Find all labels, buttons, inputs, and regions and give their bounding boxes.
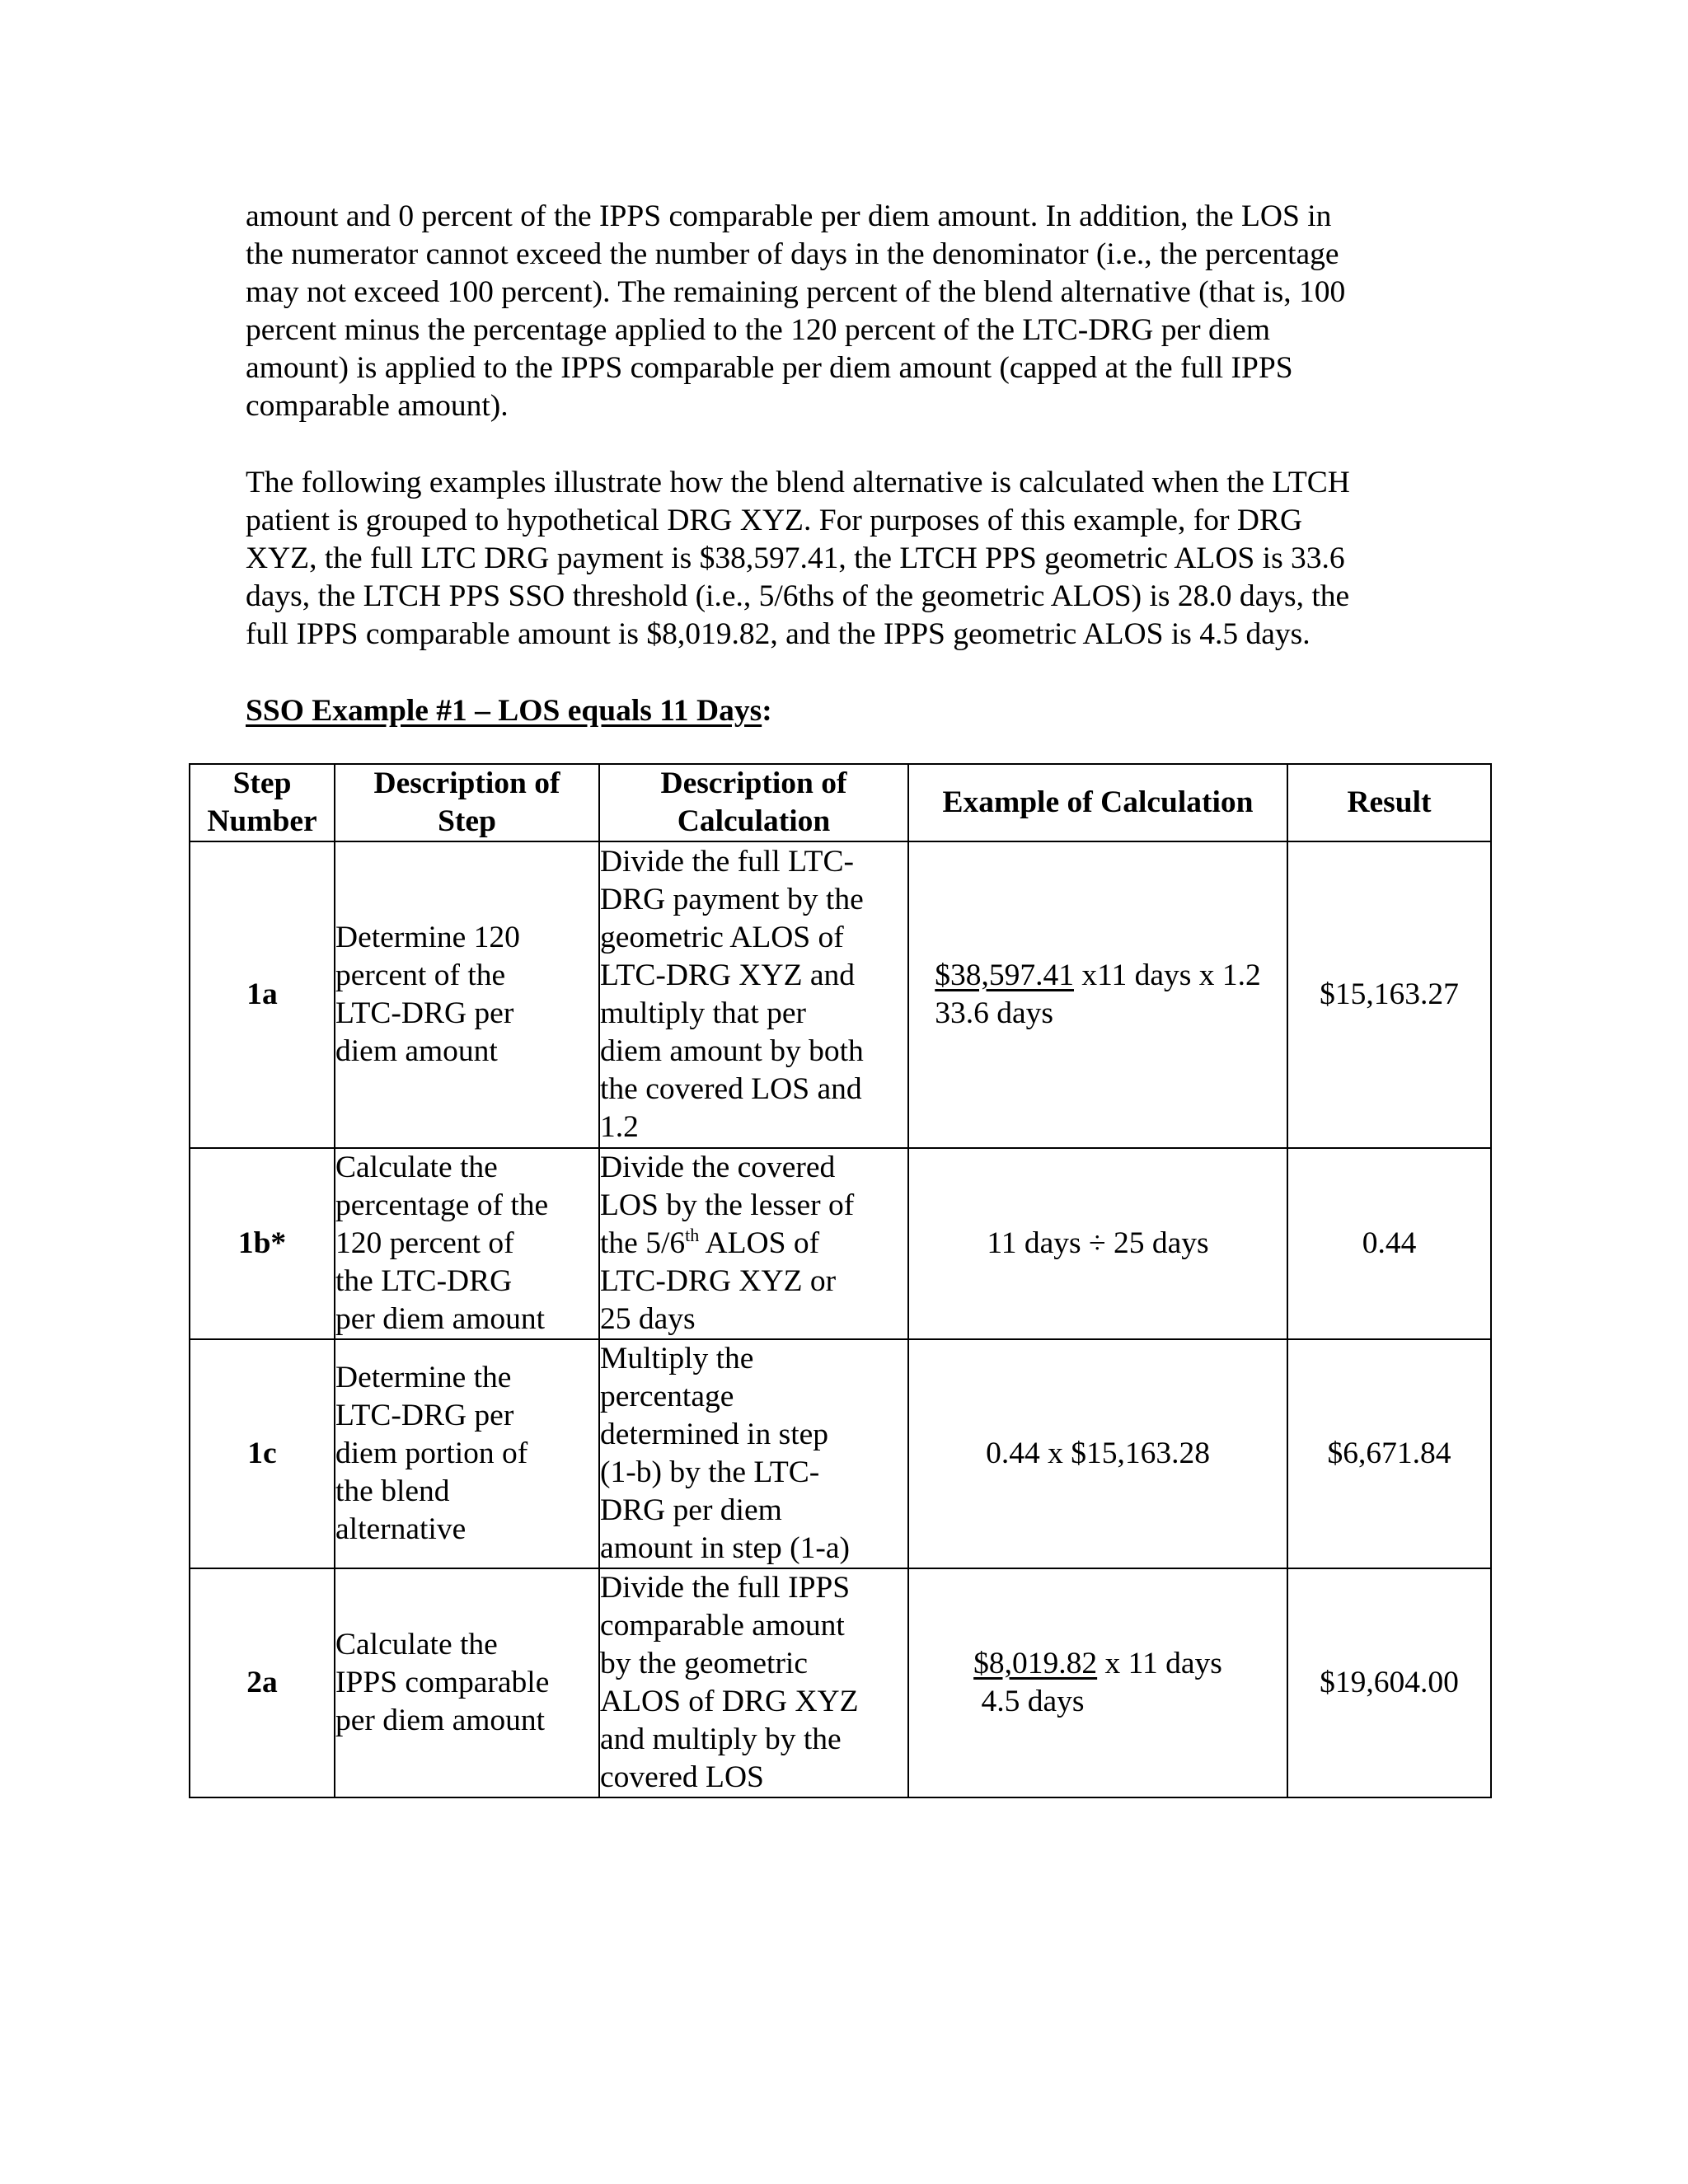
step-description: Calculate the percentage of the 120 percent of the LTC-DRG per diem amount bbox=[335, 1148, 599, 1339]
formula bbox=[935, 957, 1260, 1033]
calculation-result: $19,604.00 bbox=[1287, 1568, 1491, 1797]
calculation-result: $6,671.84 bbox=[1287, 1339, 1491, 1568]
section-heading-text: SSO Example #1 – LOS equals 11 Days bbox=[246, 694, 762, 728]
table-row bbox=[190, 1148, 1491, 1339]
table-row bbox=[190, 1339, 1491, 1568]
calculation-example: 0.44 x $15,163.28 bbox=[908, 1339, 1287, 1568]
formula bbox=[973, 1645, 1222, 1721]
step-description: Determine 120 percent of the LTC-DRG per diem amount bbox=[335, 841, 599, 1148]
section-heading bbox=[246, 692, 772, 730]
text-line: The following examples illustrate how the blend alternative is calculated when the LTCH bbox=[246, 466, 1350, 499]
text-line: may not exceed 100 percent). The remaining percent of the blend alternative (that is, 100 bbox=[246, 275, 1346, 309]
table-row bbox=[190, 1568, 1491, 1797]
table-row bbox=[190, 841, 1491, 1148]
formula-numerator: $38,597.41 bbox=[935, 958, 1074, 992]
section-heading-colon: : bbox=[762, 694, 772, 728]
step-description: Determine the LTC-DRG per diem portion of the blend alternative bbox=[335, 1339, 599, 1568]
examples-intro-paragraph bbox=[246, 464, 1449, 654]
step-description: Calculate the IPPS comparable per diem amount bbox=[335, 1568, 599, 1797]
formula-numerator: $8,019.82 bbox=[973, 1647, 1098, 1680]
step-number: 1c bbox=[190, 1339, 335, 1568]
text-line: amount) is applied to the IPPS comparable per diem amount (capped at the full IPPS bbox=[246, 351, 1293, 385]
text-line: percent minus the percentage applied to the 120 percent of the LTC-DRG per diem bbox=[246, 313, 1270, 347]
calculation-description: Multiply the percentage determined in step (1-b) by the LTC- DRG per diem amount in step (1-a) bbox=[599, 1339, 908, 1568]
text-line: amount and 0 percent of the IPPS comparable per diem amount. In addition, the LOS in bbox=[246, 199, 1332, 233]
step-number: 1a bbox=[190, 841, 335, 1148]
formula-denominator: 33.6 days bbox=[935, 996, 1053, 1030]
calculation-description: Divide the covered LOS by the lesser of the 5/6th ALOS of LTC-DRG XYZ or 25 days bbox=[599, 1148, 908, 1339]
calculation-description: Divide the full IPPS comparable amount by the geometric ALOS of DRG XYZ and multiply by the covered LOS bbox=[599, 1568, 908, 1797]
header-description-of-calculation: Description of Calculation bbox=[599, 764, 908, 841]
text-line: patient is grouped to hypothetical DRG XYZ. For purposes of this example, for DRG bbox=[246, 504, 1303, 537]
text-line: the numerator cannot exceed the number of days in the denominator (i.e., the percentage bbox=[246, 237, 1339, 271]
table-header-row bbox=[190, 764, 1491, 841]
text-line: days, the LTCH PPS SSO threshold (i.e., 5/6ths of the geometric ALOS) is 28.0 days, the bbox=[246, 579, 1350, 613]
header-step-number: Step Number bbox=[190, 764, 335, 841]
step-number: 1b* bbox=[190, 1148, 335, 1339]
calculation-description: Divide the full LTC- DRG payment by the geometric ALOS of LTC-DRG XYZ and multiply that per diem amount by both the covered LOS and 1.2 bbox=[599, 841, 908, 1148]
text-line: full IPPS comparable amount is $8,019.82, and the IPPS geometric ALOS is 4.5 days. bbox=[246, 617, 1311, 651]
text-line: comparable amount). bbox=[246, 389, 509, 423]
calculation-example bbox=[908, 841, 1287, 1148]
text-line: XYZ, the full LTC DRG payment is $38,597.41, the LTCH PPS geometric ALOS is 33.6 bbox=[246, 541, 1345, 575]
header-description-of-step: Description of Step bbox=[335, 764, 599, 841]
calculation-result: $15,163.27 bbox=[1287, 841, 1491, 1148]
intro-paragraph bbox=[246, 198, 1449, 425]
formula-denominator: 4.5 days bbox=[973, 1685, 1085, 1718]
calculation-example bbox=[908, 1568, 1287, 1797]
step-number: 2a bbox=[190, 1568, 335, 1797]
header-example-of-calculation: Example of Calculation bbox=[908, 764, 1287, 841]
header-result: Result bbox=[1287, 764, 1491, 841]
formula-multiplier: x 11 days bbox=[1097, 1647, 1222, 1680]
formula-multiplier: x11 days x 1.2 bbox=[1074, 958, 1261, 992]
sso-example-table bbox=[189, 763, 1492, 1798]
calculation-result: 0.44 bbox=[1287, 1148, 1491, 1339]
calculation-example: 11 days ÷ 25 days bbox=[908, 1148, 1287, 1339]
